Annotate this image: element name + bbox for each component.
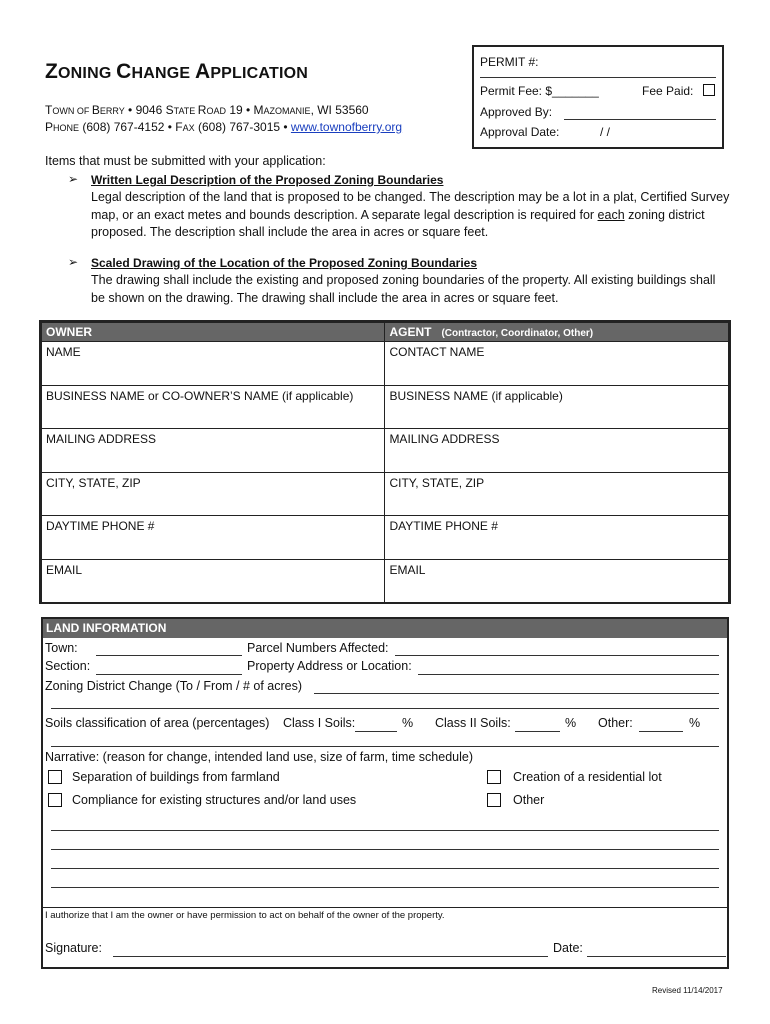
owner-business-name-field[interactable]: BUSINESS NAME or CO-OWNER’S NAME (if applicable) [42,385,385,429]
zoning-change-input[interactable] [314,693,719,694]
parcel-numbers-label: Parcel Numbers Affected: [247,641,389,655]
table-row [42,342,729,386]
requirements-intro: Items that must be submitted with your application: [45,154,326,168]
zoning-change-input-line2[interactable] [51,708,719,709]
town-label: Town: [45,641,78,655]
revision-date: Revised 11/14/2017 [652,986,723,995]
permit-fee-label: Permit Fee: $_______ [480,84,599,98]
owner-mailing-address-field[interactable]: MAILING ADDRESS [42,429,385,473]
approved-by-label: Approved By: [480,105,553,119]
table-row [42,516,729,560]
approved-by-line [564,119,716,120]
agent-business-name-field[interactable]: BUSINESS NAME (if applicable) [385,385,729,429]
separation-option-label: Separation of buildings from farmland [72,770,280,784]
page-title: ZONING CHANGE APPLICATION [45,60,309,83]
requirement-1-body: Legal description of the land that is proposed to be changed. The description may be a lot in a plat, Certified Survey map, or an exact metes and bounds description. A separate legal description is required for each zoning district proposed. The description shall include the area in acres or square feet. [91,190,730,239]
approval-date-slashes: / / [600,125,611,139]
parcel-numbers-input[interactable] [395,655,719,656]
other-soils-label: Other: [598,716,633,730]
signature-label: Signature: [45,941,102,955]
fee-paid-label: Fee Paid: [642,84,694,98]
table-row [42,429,729,473]
owner-agent-table [41,322,729,603]
owner-city-state-zip-field[interactable]: CITY, STATE, ZIP [42,472,385,516]
agent-mailing-address-field[interactable]: MAILING ADDRESS [385,429,729,473]
separation-checkbox[interactable] [48,770,62,784]
each-emphasis: each [597,207,625,222]
owner-email-field[interactable]: EMAIL [42,559,385,603]
agent-city-state-zip-field[interactable]: CITY, STATE, ZIP [385,472,729,516]
fee-paid-checkbox[interactable] [703,84,715,96]
section-label: Section: [45,659,91,673]
property-address-input[interactable] [418,674,719,675]
address-line: TOWN OF BERRY • 9046 STATE ROAD 19 • MAZOMANIE, WI 53560 [45,103,369,117]
table-row [42,559,729,603]
agent-subheader: (Contractor, Coordinator, Other) [441,328,594,339]
land-information-header: LAND INFORMATION [43,619,727,638]
requirement-2-title: Scaled Drawing of the Location of the Proposed Zoning Boundaries [91,256,478,270]
approval-date-label: Approval Date: [480,125,560,139]
class-1-soils-label: Class I Soils: [283,716,356,730]
soils-classification-label: Soils classification of area (percentages) [45,716,270,730]
other-checkbox[interactable] [487,793,501,807]
authorization-statement: I authorize that I am the owner or have permission to act on behalf of the owner of the property. [45,910,445,921]
class-1-soils-input[interactable] [355,731,397,732]
compliance-option-label: Compliance for existing structures and/or land uses [72,793,357,807]
requirement-2-body: The drawing shall include the existing and proposed zoning boundaries of the property. All existing buildings shall be shown on the drawing. The drawing shall include the area in acres or square feet. [91,273,716,305]
residential-lot-option-label: Creation of a residential lot [513,770,662,784]
other-option-label: Other [513,793,545,807]
narrative-line-2[interactable] [51,849,719,850]
narrative-line-4[interactable] [51,887,719,888]
permit-number-label: PERMIT #: [480,55,539,69]
date-label: Date: [553,941,583,955]
date-input[interactable] [587,956,726,957]
section-input[interactable] [96,674,242,675]
bullet-arrow-icon: ➢ [68,255,79,269]
table-row [42,472,729,516]
other-percent: % [689,716,701,730]
permit-separator [480,77,716,78]
narrative-line-3[interactable] [51,868,719,869]
class-2-soils-input[interactable] [515,731,560,732]
zoning-change-label: Zoning District Change (To / From / # of acres) [45,679,303,693]
bullet-arrow-icon: ➢ [68,172,79,186]
class-2-soils-label: Class II Soils: [435,716,511,730]
table-row [42,385,729,429]
narrative-line-1[interactable] [51,830,719,831]
property-address-label: Property Address or Location: [247,659,412,673]
compliance-checkbox[interactable] [48,793,62,807]
other-soils-input[interactable] [639,731,683,732]
permit-box [472,45,724,149]
fee-paid-field [642,84,715,98]
class-2-percent: % [565,716,577,730]
owner-name-field[interactable]: NAME [42,342,385,386]
residential-lot-checkbox[interactable] [487,770,501,784]
owner-header: OWNER [42,323,385,342]
agent-email-field[interactable]: EMAIL [385,559,729,603]
town-input[interactable] [96,655,242,656]
authorization-divider [43,907,727,908]
agent-phone-field[interactable]: DAYTIME PHONE # [385,516,729,560]
phone-line: PHONE (608) 767-4152 • FAX (608) 767-3015 • www.townofberry.org [45,120,403,134]
owner-phone-field[interactable]: DAYTIME PHONE # [42,516,385,560]
narrative-label: Narrative: (reason for change, intended land use, size of farm, time schedule) [45,750,473,764]
agent-contact-name-field[interactable]: CONTACT NAME [385,342,729,386]
requirement-1-title: Written Legal Description of the Proposed Zoning Boundaries [91,173,444,187]
website-link[interactable]: www.townofberry.org [290,120,403,134]
class-1-percent: % [402,716,414,730]
signature-input[interactable] [113,956,548,957]
soils-input-line2[interactable] [51,746,719,747]
agent-header: AGENT (Contractor, Coordinator, Other) [385,323,729,342]
